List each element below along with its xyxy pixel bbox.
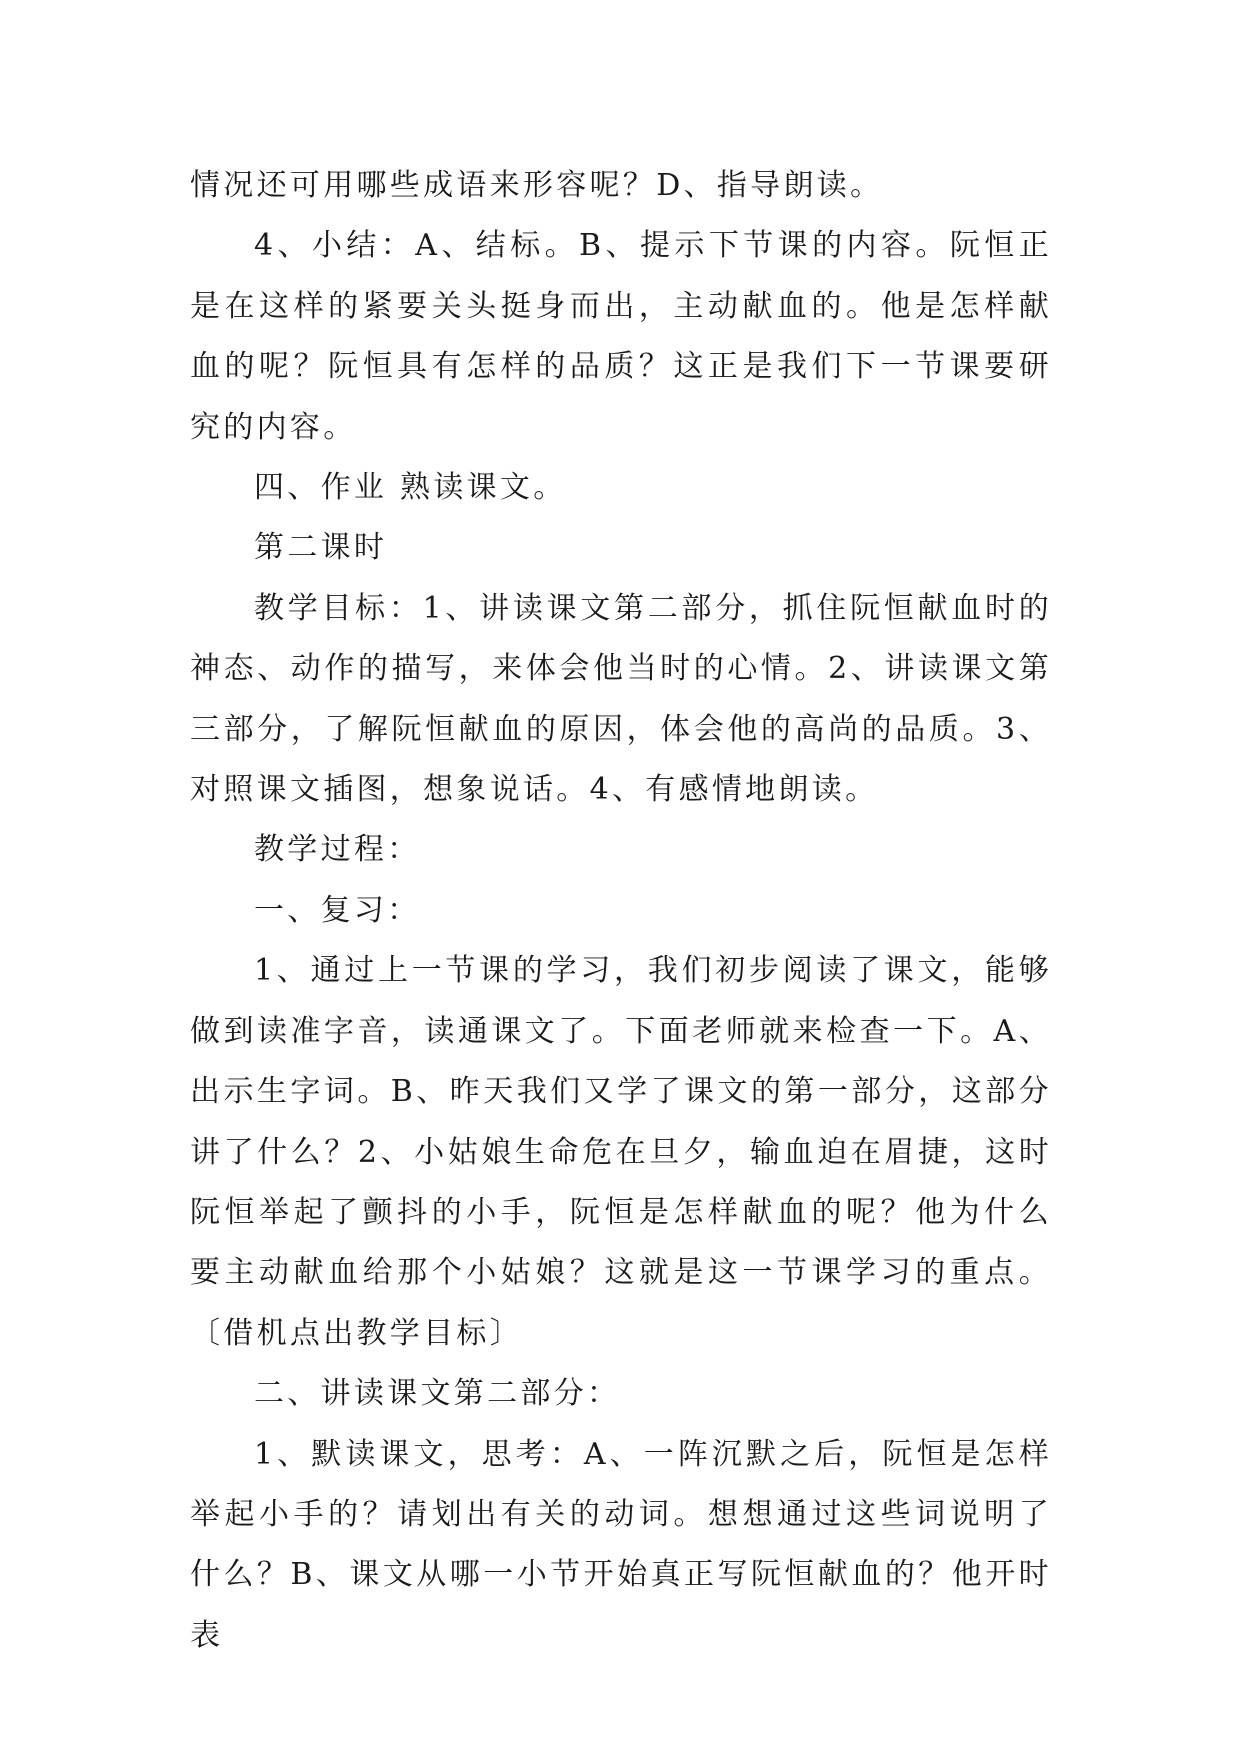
paragraph-homework: 四、作业 熟读课文。	[254, 470, 567, 506]
paragraph-teaching-goals: 教学目标：1、讲读课文第二部分，抓住阮恒献血时的神态、动作的描写，来体会他当时的心情。2、讲读课文第三部分，了解阮恒献血的原因，体会他的高尚的品质。3、对照课文插图，想象说话。4、有感情地朗读。	[190, 590, 1052, 808]
paragraph-continuation: 情况还可用哪些成语来形容呢？D、指导朗读。	[190, 168, 884, 203]
heading-part-two-reading: 二、讲读课文第二部分：	[254, 1376, 621, 1412]
section-heading-second-lesson: 第二课时	[254, 530, 388, 566]
heading-review: 一、复习：	[254, 892, 421, 928]
heading-teaching-process: 教学过程：	[254, 832, 421, 868]
document-body	[190, 156, 1052, 1666]
paragraph-review-content: 1、通过上一节课的学习，我们初步阅读了课文，能够做到读准字音，读通课文了。下面老师就来检查一下。A、出示生字词。B、昨天我们又学了课文的第一部分，这部分讲了什么？2、小姑娘生命危在旦夕，输血迫在眉捷，这时阮恒举起了颤抖的小手，阮恒是怎样献血的呢？他为什么要主动献血给那个小姑娘？这就是这一节课学习的重点。〔借机点出教学目标〕	[190, 953, 1052, 1351]
paragraph-summary: 4、小结：A、结标。B、提示下节课的内容。阮恒正是在这样的紧要关头挺身而出，主动献血的。他是怎样献血的呢？阮恒具有怎样的品质？这正是我们下一节课要研究的内容。	[190, 228, 1052, 445]
paragraph-silent-reading: 1、默读课文，思考：A、一阵沉默之后，阮恒是怎样举起小手的？请划出有关的动词。想想通过这些词说明了什么？B、课文从哪一小节开始真正写阮恒献血的？他开时表	[190, 1436, 1052, 1653]
